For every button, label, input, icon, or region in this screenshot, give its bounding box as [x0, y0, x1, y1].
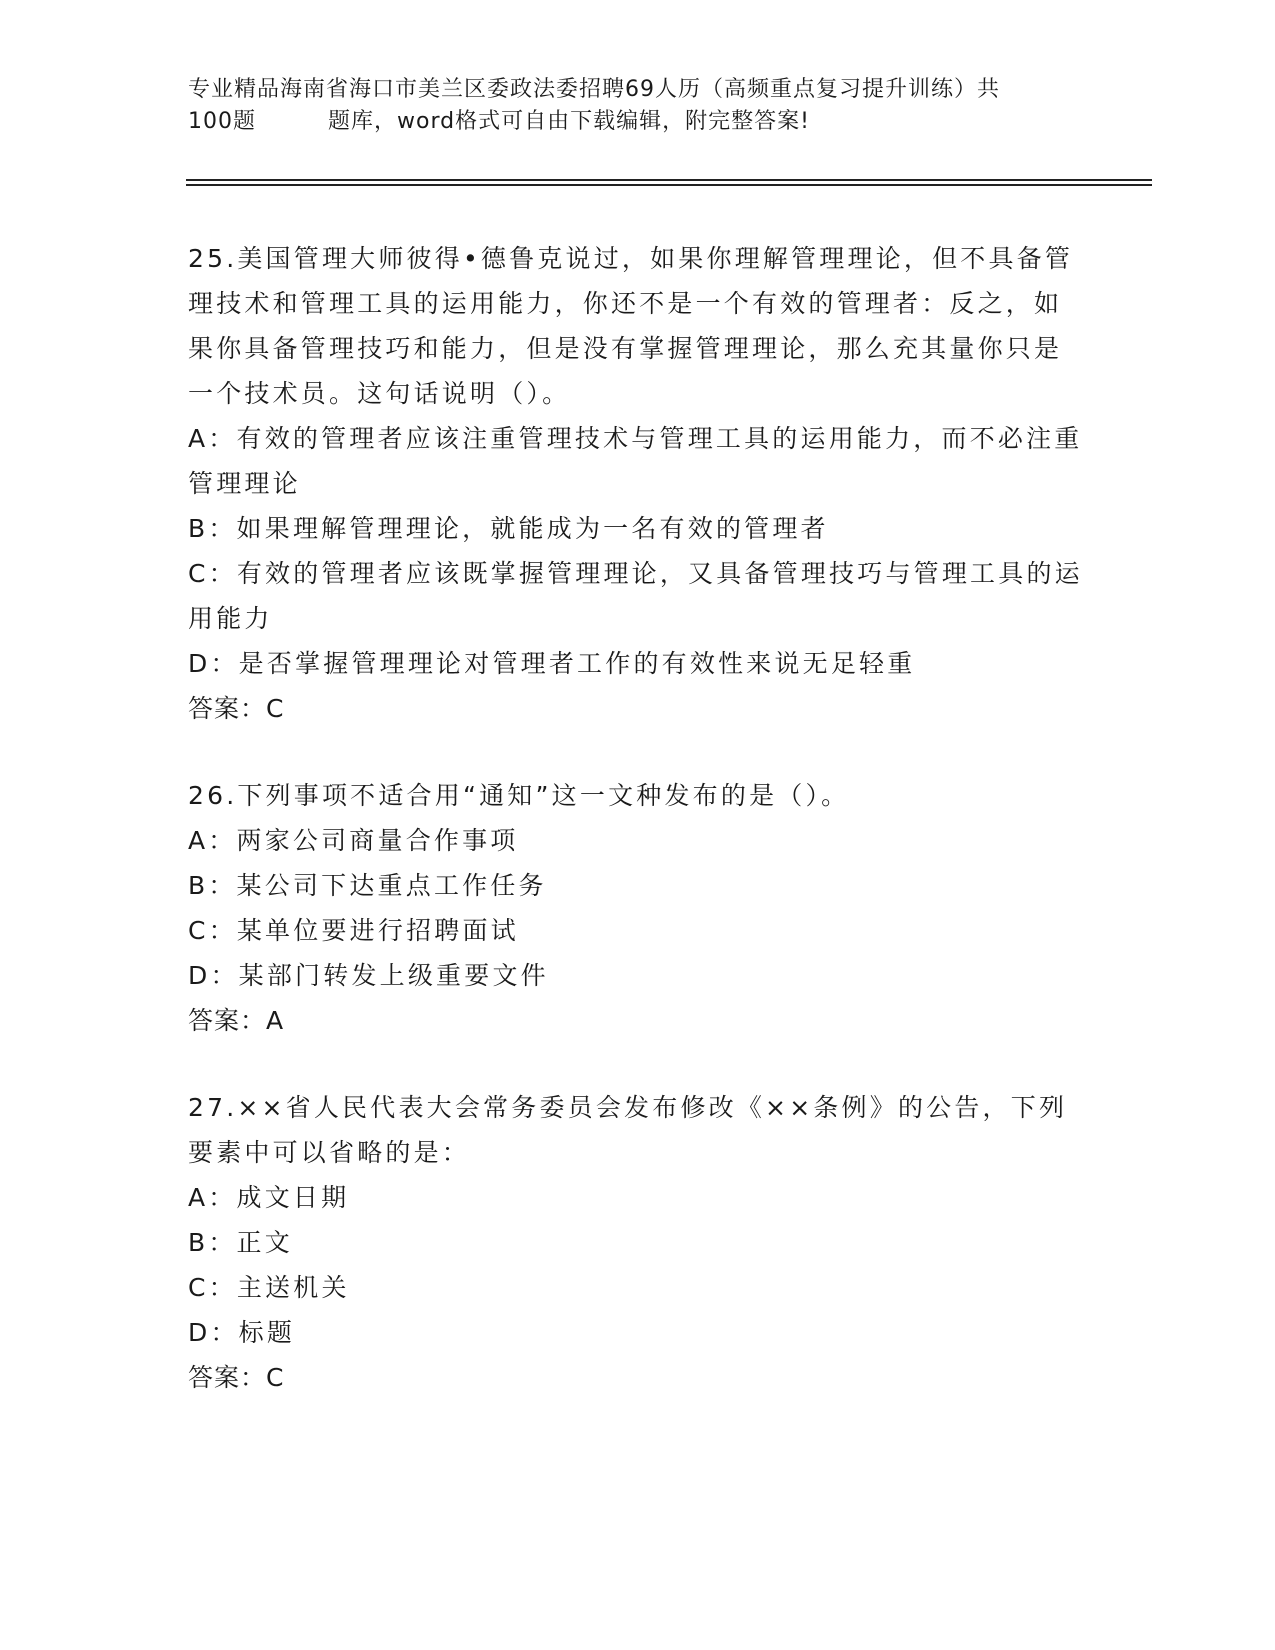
- question-text: 26.下列事项不适合用“通知”这一文种发布的是（）。: [188, 781, 850, 810]
- option-b: B：某公司下达重点工作任务: [188, 871, 547, 900]
- answer-line: 答案：C: [188, 694, 285, 723]
- option-d: D：是否掌握管理理论对管理者工作的有效性来说无足轻重: [188, 649, 916, 678]
- header-divider-top: [186, 179, 1152, 181]
- option-b: B：如果理解管理理论，就能成为一名有效的管理者: [188, 514, 829, 543]
- question-item: [188, 236, 1088, 731]
- question-list: [188, 236, 1088, 1442]
- question-text: 25.美国管理大师彼得•德鲁克说过，如果你理解管理理论，但不具备管理技术和管理工具的运用能力，你还不是一个有效的管理者：反之，如果你具备管理技巧和能力，但是没有掌握管理理论，那么充其量你只是一个技术员。这句话说明（）。: [188, 244, 1074, 408]
- option-a: A：有效的管理者应该注重管理技术与管理工具的运用能力，而不必注重管理理论: [188, 424, 1083, 498]
- header-description: 题库，word格式可自由下载编辑，附完整答案!: [328, 109, 810, 134]
- option-b: B：正文: [188, 1228, 293, 1257]
- answer-line: 答案：C: [188, 1363, 285, 1392]
- header-title-line: 专业精品海南省海口市美兰区委政法委招聘69人历（高频重点复习提升训练）共: [188, 77, 1000, 102]
- document-header: [188, 74, 1088, 138]
- answer-line: 答案：A: [188, 1006, 285, 1035]
- question-item: [188, 773, 1088, 1043]
- question-count: 100题: [188, 109, 256, 134]
- question-item: [188, 1085, 1088, 1400]
- option-a: A：成文日期: [188, 1183, 350, 1212]
- option-a: A：两家公司商量合作事项: [188, 826, 519, 855]
- option-c: C：主送机关: [188, 1273, 350, 1302]
- option-c: C：有效的管理者应该既掌握管理理论，又具备管理技巧与管理工具的运用能力: [188, 559, 1083, 633]
- question-text: 27.××省人民代表大会常务委员会发布修改《××条例》的公告，下列要素中可以省略的是：: [188, 1093, 1068, 1167]
- option-d: D：标题: [188, 1318, 296, 1347]
- option-c: C：某单位要进行招聘面试: [188, 916, 519, 945]
- header-divider-bottom: [186, 184, 1152, 186]
- header-subtitle-line: [188, 106, 1088, 138]
- option-d: D：某部门转发上级重要文件: [188, 961, 549, 990]
